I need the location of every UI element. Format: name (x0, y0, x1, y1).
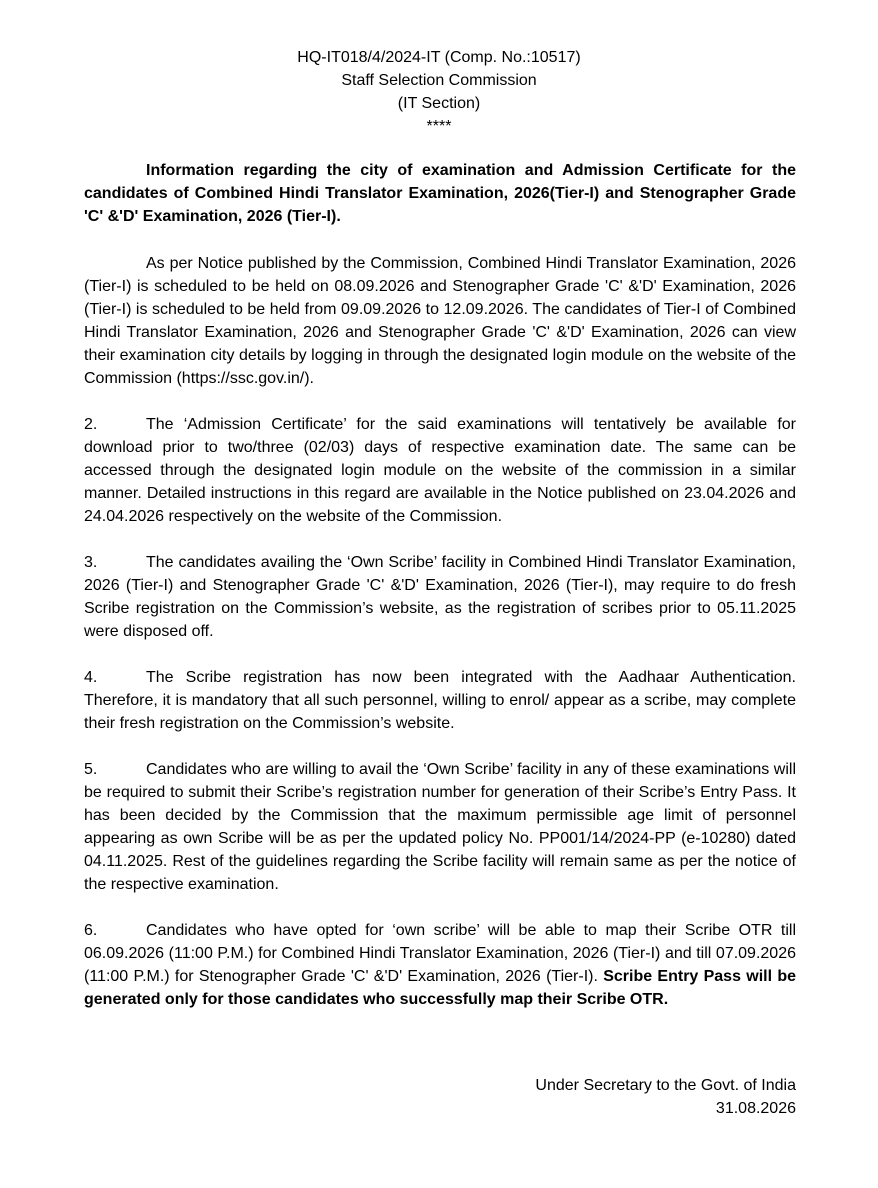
paragraph-text: The candidates availing the ‘Own Scribe’ facility in Combined Hindi Translator Examination, 2026 (Tier-I) and Stenographer Grade 'C' &'D' Examination, 2026 (Tier-I), may require to do fresh Scribe registration on the Commission’s website, as the registration of scribes prior to 05.11.2025 were disposed off. (84, 554, 796, 640)
paragraph-3 (84, 551, 796, 643)
paragraph-text: Candidates who have opted for ‘own scribe’ will be able to map their Scribe OTR till 06.09.2026 (11:00 P.M.) for Combined Hindi Translator Examination, 2026 (Tier-I) and till 07.09.2026 (11:00 P.M.) for Stenographer Grade 'C' &'D' Examination, 2026 (Tier-I). (84, 922, 796, 985)
paragraph-number: 4. (84, 669, 98, 686)
paragraph-5 (84, 758, 796, 896)
paragraph-text: The Scribe registration has now been integrated with the Aadhaar Authentication. Therefore, it is mandatory that all such personnel, willing to enrol/ appear as a scribe, may complete their fresh registration on the Commission’s website. (84, 669, 796, 732)
document-header (0, 46, 878, 138)
paragraph-bold-text: Scribe Entry Pass will be generated only for those candidates who successfully map their Scribe OTR. (84, 968, 796, 1008)
intro-paragraph: As per Notice published by the Commission, Combined Hindi Translator Examination, 2026 (Tier-I) is scheduled to be held on 08.09.2026 and Stenographer Grade 'C' &'D' Examination, 2026 (Tier-I) is scheduled to be held from 09.09.2026 to 12.09.2026. The candidates of Tier-I of Combined Hindi Translator Examination, 2026 and Stenographer Grade 'C' &'D' Examination, 2026 can view their examination city details by logging in through the designated login module on the website of the Commission (https://ssc.gov.in/). (84, 255, 796, 387)
signature-block (535, 1074, 796, 1120)
document-body (84, 159, 796, 1011)
paragraph-2 (84, 413, 796, 528)
reference-number: HQ-IT018/4/2024-IT (Comp. No.:10517) (297, 49, 581, 66)
paragraph-text: The ‘Admission Certificate’ for the said examinations will tentatively be available for download prior to two/three (02/03) days of respective examination date. The same can be accessed through the designated login module on the website of the commission in a similar manner. Detailed instructions in this regard are available in the Notice published on 23.04.2026 and 24.04.2026 respectively on the website of the Commission. (84, 416, 796, 525)
signature-date: 31.08.2026 (715, 1100, 796, 1117)
paragraph-text: Candidates who are willing to avail the ‘Own Scribe’ facility in any of these examinations will be required to submit their Scribe’s registration number for generation of their Scribe’s Entry Pass. It has been decided by the Commission that the maximum permissible age limit of personnel appearing as own Scribe will be as per the updated policy No. PP001/14/2024-PP (e-10280) dated 04.11.2025. Rest of the guidelines regarding the Scribe facility will remain same as per the notice of the respective examination. (84, 761, 796, 893)
paragraph-number: 2. (84, 416, 98, 433)
section-name: (IT Section) (397, 95, 481, 112)
paragraph-6 (84, 919, 796, 1011)
paragraph-4 (84, 666, 796, 735)
notice-title: Information regarding the city of examination and Admission Certificate for the candidates of Combined Hindi Translator Examination, 2026(Tier-I) and Stenographer Grade 'C' &'D' Examination, 2026 (Tier-I). (84, 162, 796, 225)
signatory-designation: Under Secretary to the Govt. of India (535, 1077, 796, 1094)
paragraph-number: 3. (84, 554, 98, 571)
header-separator: **** (426, 118, 452, 135)
paragraph-number: 6. (84, 922, 98, 939)
paragraph-number: 5. (84, 761, 98, 778)
organization-name: Staff Selection Commission (341, 72, 537, 89)
